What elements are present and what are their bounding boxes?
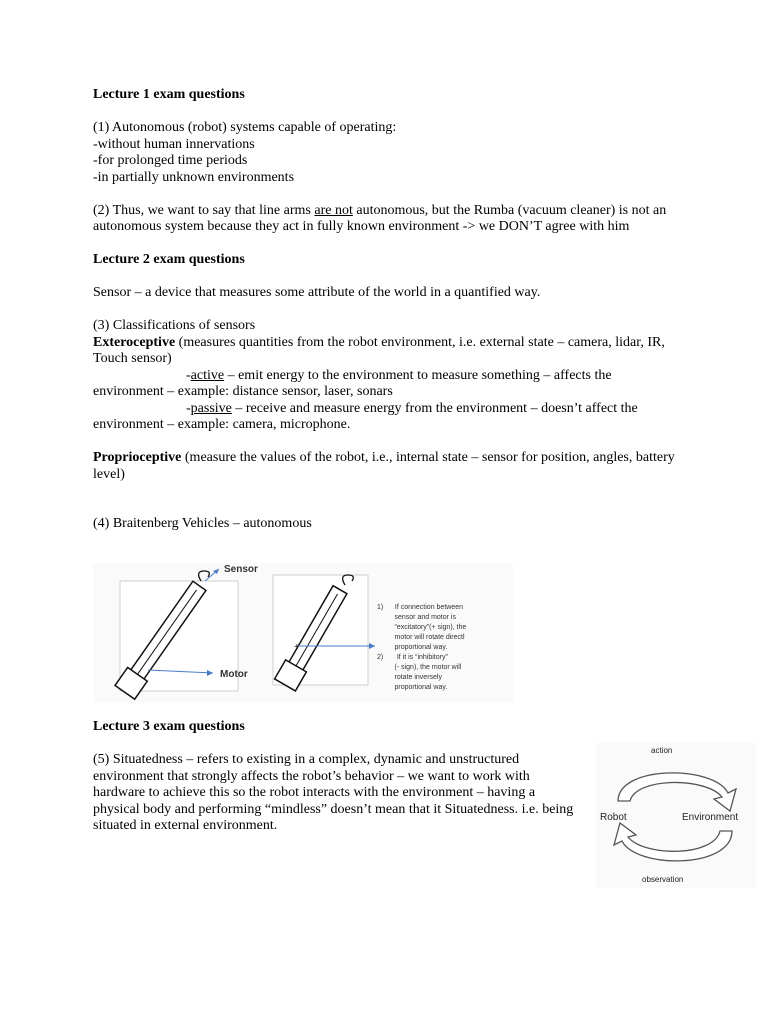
svg-text:motor will rotate directl: motor will rotate directl — [377, 634, 465, 641]
lecture2-heading: Lecture 2 exam questions — [93, 252, 245, 267]
robot-label: Robot — [600, 812, 627, 823]
plus-sign: + — [294, 642, 300, 653]
svg-text:(- sign), the motor will: (- sign), the motor will — [377, 664, 462, 671]
q4-title: (4) Braitenberg Vehicles – autonomous — [93, 516, 312, 531]
lecture3-section — [93, 719, 683, 835]
motor-label: Motor — [220, 669, 248, 680]
q1-item: -in partially unknown environments — [93, 169, 295, 185]
proprioceptive-paragraph: Proprioceptive (measure the values of the robot, i.e., internal state – sensor for position, angles, battery level) — [93, 450, 675, 482]
action-label: action — [651, 746, 673, 755]
svg-text:1) If connection between: 1) If connection between — [377, 604, 463, 611]
sensor-label: Sensor — [224, 564, 258, 575]
q3-title: (3) Classifications of sensors — [93, 318, 256, 333]
q1-intro: (1) Autonomous (robot) systems capable of operating: — [93, 120, 397, 135]
svg-text:proportional way.: proportional way. — [377, 684, 448, 691]
situatedness-figure — [596, 743, 756, 888]
svg-text:rotate inversely: rotate inversely — [377, 674, 442, 681]
exteroceptive-paragraph: Exteroceptive (measures quantities from the robot environment, i.e. external state – camera, lidar, IR, Touch sensor) — [93, 334, 665, 366]
active-paragraph: -active – emit energy to the environment to measure something – affects the environment – example: distance sensor, laser, sonars — [93, 367, 612, 399]
are-not-underlined: are not — [314, 202, 353, 218]
q1-item: -for prolonged time periods — [93, 153, 248, 168]
svg-text:“excitatory”(+ sign), the: “excitatory”(+ sign), the — [377, 624, 467, 631]
sensor-definition: Sensor – a device that measures some attribute of the world in a quantified way. — [93, 285, 541, 300]
svg-text:proportional way.: proportional way. — [377, 644, 448, 651]
svg-text:2) If it is “inhibitory”: 2) If it is “inhibitory” — [377, 654, 448, 661]
lecture1-heading: Lecture 1 exam questions — [93, 87, 245, 102]
observation-label: observation — [642, 875, 684, 884]
svg-text:sensor and motor is: sensor and motor is — [377, 614, 456, 621]
passive-label: passive — [190, 400, 232, 416]
environment-label: Environment — [682, 812, 739, 823]
q2-paragraph: (2) Thus, we want to say that line arms are not autonomous, but the Rumba (vacuum cleaner) is not an autonomous system because they act in fully known environment -> we DON’T agree with him — [93, 202, 667, 234]
q1-item: -without human innervations — [93, 136, 255, 152]
exteroceptive-label: Exteroceptive — [93, 334, 176, 350]
document-body — [93, 87, 683, 533]
active-label: active — [190, 367, 225, 383]
proprioceptive-label: Proprioceptive — [93, 450, 182, 465]
q5-paragraph: (5) Situatedness – refers to existing in a complex, dynamic and unstructured environment that strongly affects the robot’s behavior – we want to work with hardware to achieve this so the robot interacts with the environment – having a physical body and performing “mindless” doesn’t mean that it Situatedness. i.e. being situated in external environment. — [93, 752, 574, 833]
braitenberg-figure — [93, 563, 513, 703]
passive-paragraph: -passive – receive and measure energy from the environment – doesn’t affect the environment – example: camera, microphone. — [93, 400, 638, 432]
lecture3-heading: Lecture 3 exam questions — [93, 719, 245, 734]
